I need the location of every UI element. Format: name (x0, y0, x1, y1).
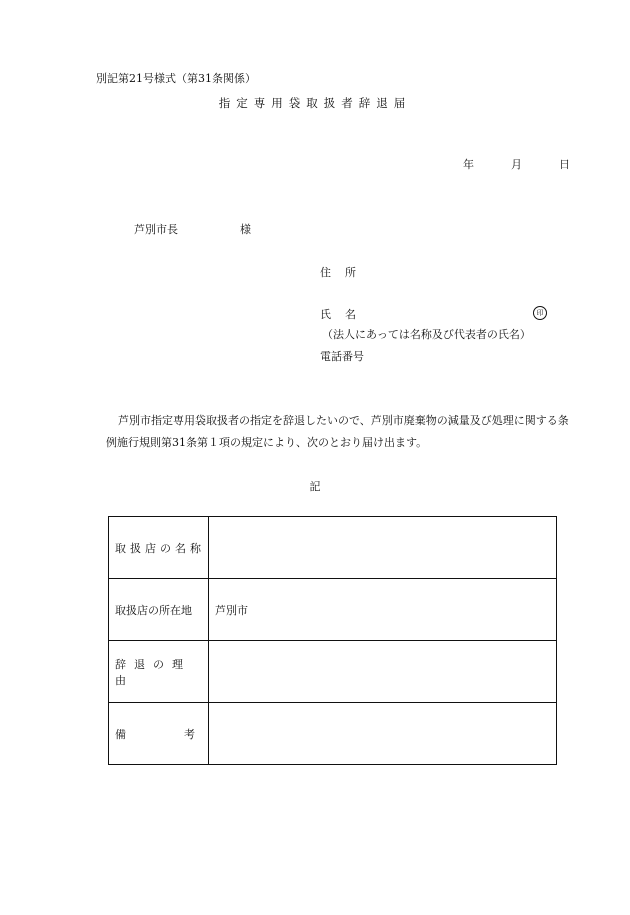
withdrawal-reason-label: 辞退の理由 (109, 641, 209, 703)
address-label: 住所 (320, 266, 370, 279)
seal-mark-icon: 印 (533, 306, 547, 320)
table-row (109, 641, 557, 703)
table-row (109, 579, 557, 641)
ki-heading: 記 (309, 480, 321, 493)
page-title: 指定専用袋取扱者辞退届 (218, 96, 412, 110)
store-name-label: 取扱店の名称 (109, 517, 209, 579)
store-location-label: 取扱店の所在地 (109, 579, 209, 641)
remarks-label-left: 備 (115, 727, 126, 741)
addressee-name: 芦別市長 (134, 223, 178, 236)
remarks-label-right: 考 (184, 727, 195, 741)
table-row (109, 517, 557, 579)
year-label: 年 (463, 158, 474, 171)
month-label: 月 (511, 158, 522, 171)
corporate-note: （法人にあっては名称及び代表者の氏名） (322, 328, 531, 341)
table-row (109, 703, 557, 765)
name-label: 氏名 (320, 308, 370, 321)
store-location-field[interactable]: 芦別市 (209, 579, 557, 641)
remarks-label (109, 703, 209, 765)
addressee-honorific: 様 (240, 223, 251, 236)
date-line (463, 156, 570, 172)
day-label: 日 (559, 158, 570, 171)
details-table (108, 516, 557, 765)
addressee (134, 221, 251, 237)
withdrawal-reason-field[interactable] (209, 641, 557, 703)
form-number: 別記第21号様式（第31条関係） (96, 72, 256, 85)
body-text: 芦別市指定専用袋取扱者の指定を辞退したいので、芦別市廃棄物の減量及び処理に関する条例施行規則第31条第１項の規定により、次のとおり届け出ます。 (106, 414, 569, 449)
phone-label: 電話番号 (320, 350, 364, 363)
remarks-field[interactable] (209, 703, 557, 765)
store-name-field[interactable] (209, 517, 557, 579)
